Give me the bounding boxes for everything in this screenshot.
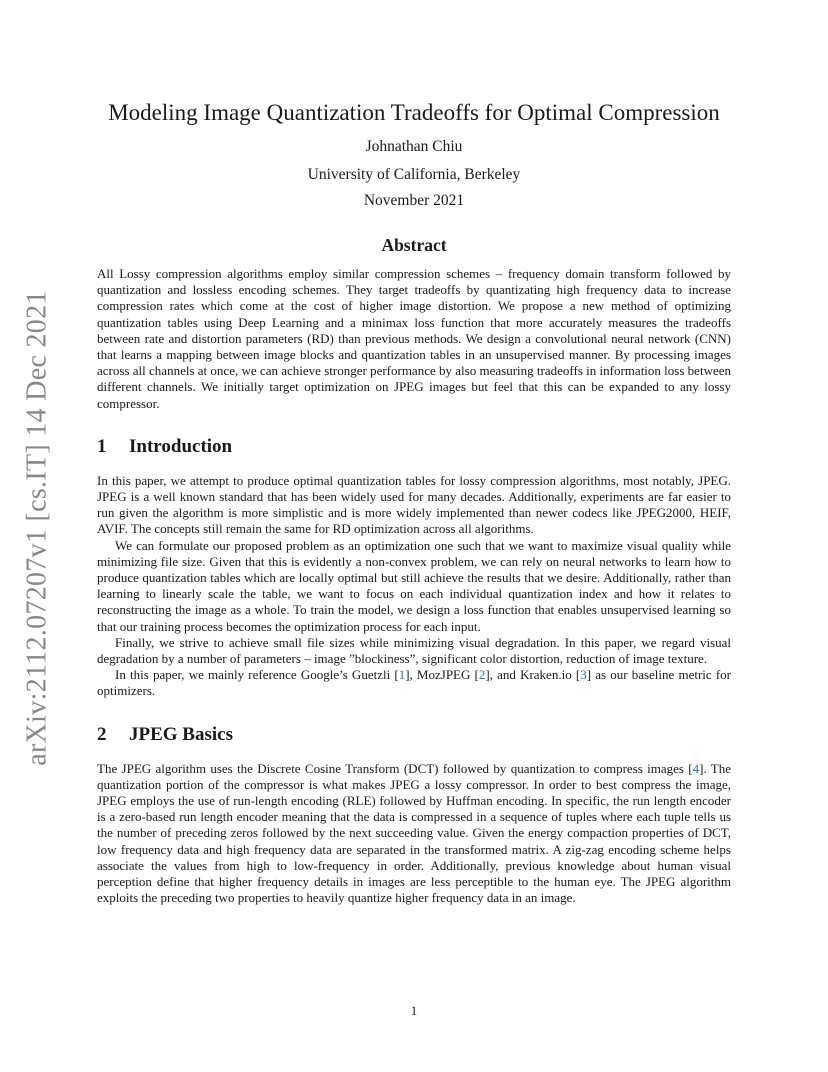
text-run: In this paper, we mainly reference Google’s Guetzli [ [115,667,399,683]
citation-link-3[interactable]: 3 [580,667,587,683]
section-heading-introduction [97,436,731,458]
intro-paragraph-3: Finally, we strive to achieve small file sizes while minimizing visual degradation. In this paper, we regard visual degradation by a number of parameters – image ”blockiness”, significant color distortion, reduction of image texture. [97,634,731,667]
page-number: 1 [410,1003,418,1018]
section-title: JPEG Basics [129,723,233,745]
author-affiliation: University of California, Berkeley [307,166,521,183]
text-run: ], and Kraken.io [ [485,667,581,683]
section-heading-jpeg-basics [97,724,731,746]
citation-link-1[interactable]: 1 [398,667,406,683]
intro-paragraph-1: In this paper, we attempt to produce optimal quantization tables for lossy compression algorithms, most notably, JPEG. JPEG is a well known standard that has been widely used for many decades. Additionally, experiments are far easier to run given the algorithm is more simplistic and is more widely implemented than newer codecs like JPEG2000, HEIF, AVIF. The concepts still remain the same for RD optimization across all algorithms. [97,472,731,537]
section-number: 2 [97,723,107,745]
text-run: The JPEG algorithm uses the Discrete Cosine Transform (DCT) followed by quantization to compress images [ [97,760,693,776]
abstract-heading: Abstract [381,235,447,255]
publication-date: November 2021 [363,192,465,209]
paper-title: Modeling Image Quantization Tradeoffs for Optimal Compression [108,100,720,125]
section-number: 1 [97,435,107,457]
text-run: ] as our baseline metric for optimizers. [97,667,731,699]
abstract-text: All Lossy compression algorithms employ similar compression schemes – frequency domain transform followed by quantization and lossless encoding schemes. They target tradeoffs by quantizating high frequency data to increase compression rates which come at the cost of higher image distortion. We propose a new method of optimizing quantization tables using Deep Learning and a minimax loss function that more accurately measures the tradeoffs between rate and distortion parameters (RD) than previous methods. We design a convolutional neural network (CNN) that learns a mapping between image blocks and quantization tables in an unsupervised manner. By processing images across all channels at once, we can achieve stronger performance by also measuring tradeoffs in information loss between different channels. We initially target optimization on JPEG images but feel that this can be expanded to any lossy compressor. [97,266,731,411]
citation-link-4[interactable]: 4 [692,760,700,776]
author-name: Johnathan Chiu [365,138,463,155]
text-run: ], MozJPEG [ [405,667,479,683]
paper-page [97,98,731,907]
jpeg-basics-paragraph [97,761,731,907]
arxiv-identifier-stamp [16,289,60,766]
section-title: Introduction [129,435,233,457]
citation-link-2[interactable]: 2 [478,667,486,683]
intro-paragraph-4 [97,667,731,699]
intro-paragraph-2: We can formulate our proposed problem as an optimization one such that we want to maximize visual quality while minimizing file size. Given that this is evidently a non-convex problem, we can rely on neural networks to learn how to produce quantization tables which are locally optimal but still achieve the results that we desire. Additionally, rather than learning to linearly scale the table, we want to focus on each individual quantization index and how it relates to reconstructing the image as a whole. To train the model, we design a loss function that enables unsupervised learning so that our training process becomes the optimization process for each input. [97,537,731,634]
text-run: ]. The quantization portion of the compressor is what makes JPEG a lossy compressor. In order to best compress the image, JPEG employs the use of run-length encoding (RLE) followed by Huffman encoding. In specific, the run length encoder is a zero-based run length encoder meaning that the data is compressed in a sequence of tuples where each tuple tells us the number of preceding zeros followed by the next succeeding value. Given the energy compaction properties of DCT, low frequency data and high frequency data are separated in the transformed matrix. A zig-zag encoding scheme helps associate the values from high to low-frequency in order. Additionally, previous knowledge about human visual perception define that higher frequency details in images are less perceptible to the human eye. The JPEG algorithm exploits the preceding two properties to heavily quantize higher frequency data in an image. [97,760,732,906]
arxiv-identifier-text: arXiv:2112.07207v1 [cs.IT] 14 Dec 2021 [22,289,53,766]
